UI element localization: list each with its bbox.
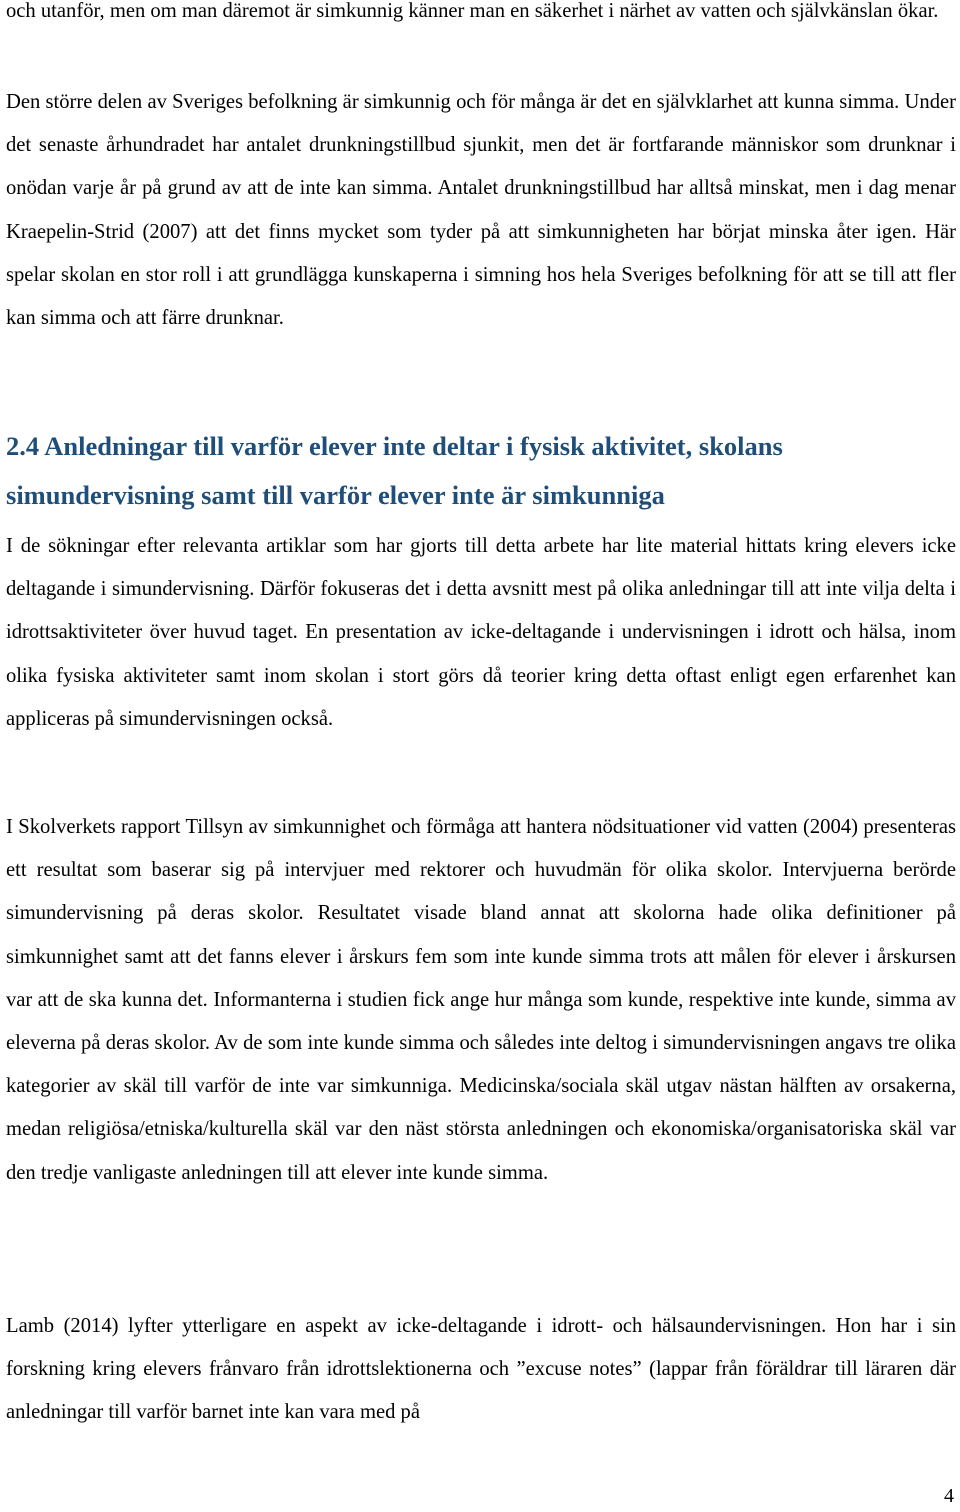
- paragraph-intro-continuation: och utanför, men om man däremot är simkunnig känner man en säkerhet i närhet av vatten och självkänslan ökar.: [6, 0, 939, 22]
- paragraph-swimming-population: Den större delen av Sveriges befolkning är simkunnig och för många är det en självklarhet att kunna simma. Under det senaste århundradet har antalet drunkningstillbud sjunkit, men det är fortfarande människor som drunknar i onödan varje år på grund av att de inte kan simma. Antalet drunkningstillbud har alltså minskat, men i dag menar Kraepelin-Strid (2007) att det finns mycket som tyder på att simkunnigheten har börjat minska åter igen. Här spelar skolan en stor roll i att grundlägga kunskaperna i simning hos hela Sveriges befolkning för att se till att fler kan simma och att färre drunknar.: [6, 91, 956, 330]
- section-heading: 2.4 Anledningar till varför elever inte deltar i fysisk aktivitet, skolans simundervisning samt till varför elever inte är simkunniga: [6, 431, 783, 510]
- paragraph-skolverket-report: I Skolverkets rapport Tillsyn av simkunnighet och förmåga att hantera nödsituationer vid vatten (2004) presenteras ett resultat som baserar sig på intervjuer med rektorer och huvudmän för olika skolor. Intervjuerna berörde simundervisning på deras skolor. Resultatet visade bland annat att skolorna hade olika definitioner på simkunnighet samt att det fanns elever i årskurs fem som inte kunde simma trots att målen för elever i årskursen var att de ska kunna det. Informanterna i studien fick ange hur många som kunde, respektive inte kunde, simma av eleverna på deras skolor. Av de som inte kunde simma och således inte deltog i simundervisningen angavs tre olika kategorier av skäl till varför de inte var simkunniga. Medicinska/sociala skäl utgav nästan hälften av orsakerna, medan religiösa/etniska/kulturella skäl var den näst största anledningen och ekonomiska/organisatoriska skäl var den tredje vanligaste anledningen till att elever inte kunde simma.: [6, 816, 956, 1184]
- paragraph-search-results: I de sökningar efter relevanta artiklar som har gjorts till detta arbete har lite material hittats kring elevers icke deltagande i simundervisning. Därför fokuseras det i detta avsnitt mest på olika anledningar till att inte vilja delta i idrottsaktiviteter över huvud taget. En presentation av icke-deltagande i undervisningen i idrott och hälsa, inom olika fysiska aktiviteter samt inom skolan i stort görs då teorier kring detta oftast enligt egen erfarenhet kan appliceras på simundervisningen också.: [6, 535, 956, 730]
- paragraph-lamb-2014: Lamb (2014) lyfter ytterligare en aspekt av icke-deltagande i idrott- och hälsaundervisningen. Hon har i sin forskning kring elevers frånvaro från idrottslektionerna och ”excuse notes” (lappar från föräldrar till läraren där anledningar till varför barnet inte kan vara med på: [6, 1315, 956, 1424]
- page-number: 4: [944, 1485, 954, 1507]
